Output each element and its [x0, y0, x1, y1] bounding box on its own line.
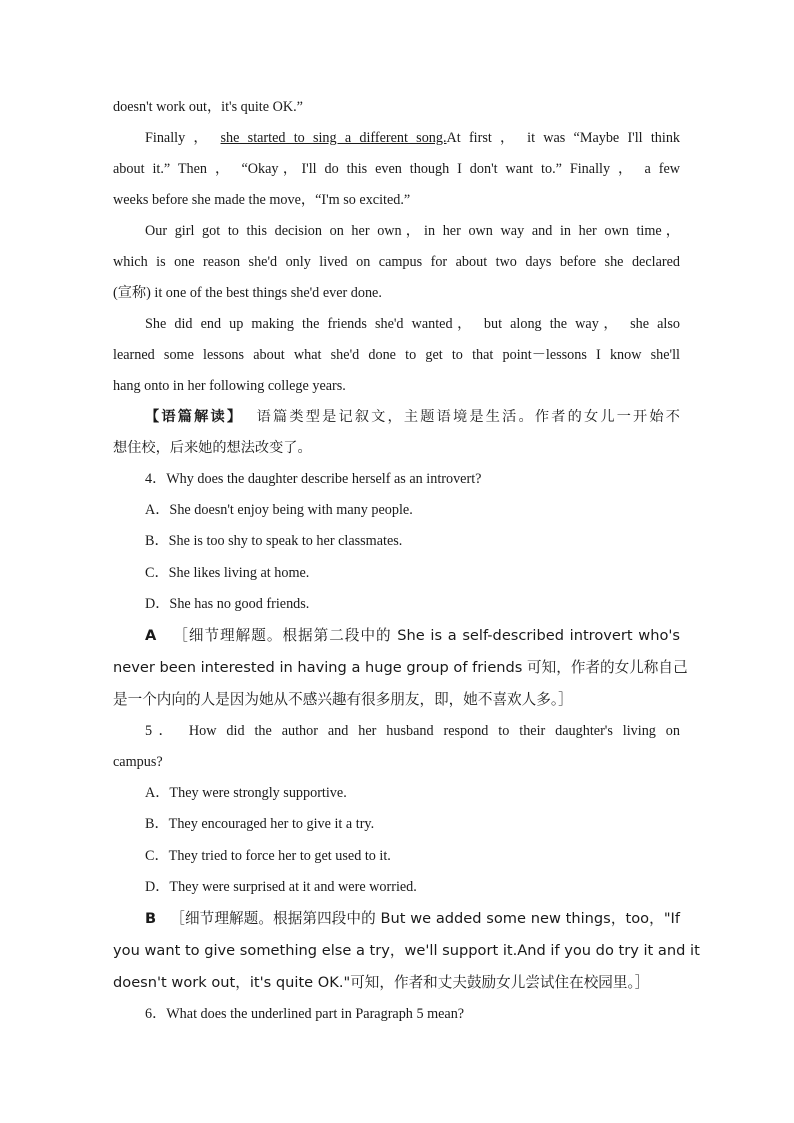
question-4-option-c: C．She likes living at home.: [145, 564, 310, 581]
paragraph-friends-line1: She did end up making the friends she'd wanted， but along the way， she also: [145, 316, 680, 332]
analysis-label: 【语篇解读】: [145, 409, 244, 425]
paragraph-decision-line2: which is one reason she'd only lived on campus for about two days before she declared: [113, 254, 680, 270]
question-5-option-b: B．They encouraged her to give it a try.: [145, 816, 375, 833]
paragraph-finally-line3: weeks before she made the move，“I'm so excited.”: [113, 192, 411, 208]
analysis-text: 语篇类型是记叙文，主题语境是生活。作者的女儿一开始不: [256, 409, 680, 425]
question-4-answer: A: [145, 627, 157, 645]
paragraph-decision-line1: Our girl got to this decision on her own，in her own way and in her own time，: [145, 223, 680, 239]
question-5-explanation-line3: doesn't work out，it's quite OK."可知，作者和丈夫鼓励女儿尝试住在校园里。］: [113, 974, 650, 992]
question-5-stem-line1: 5． How did the author and her husband respond to their daughter's living on: [145, 723, 680, 740]
question-4-explanation-text: ［细节理解题。根据第二段中的 She is a self-described introvert who's: [173, 627, 680, 645]
question-5-stem-line2: campus?: [113, 754, 163, 771]
question-4-option-d: D．She has no good friends.: [145, 595, 310, 612]
question-5-option-a: A．They were strongly supportive.: [145, 785, 347, 802]
paragraph-friends-line3: hang onto in her following college years.: [113, 378, 346, 394]
underlined-phrase: she started to sing a different song.: [220, 130, 447, 146]
paragraph-decision-line3: (宣称) it one of the best things she'd ever done.: [113, 285, 382, 301]
question-5-answer: B: [145, 910, 157, 928]
question-6-stem: 6．What does the underlined part in Paragraph 5 mean?: [145, 1006, 465, 1023]
question-5-explanation-line1: [113, 903, 680, 935]
paragraph-finally-line2: about it.” Then ， “Okay，I'll do this even though I don't want to.” Finally ， a few: [113, 161, 680, 177]
question-5-explanation-line2: you want to give something else a try，we'll support it.And if you do try it and it: [113, 942, 700, 960]
question-5-explanation-text: ［细节理解题。根据第四段中的 But we added some new things，too，"If: [170, 910, 680, 928]
paragraph-finally-start: Finally ，: [145, 130, 221, 146]
question-4-option-a: A．She doesn't enjoy being with many people.: [145, 502, 413, 518]
document-page: [113, 92, 700, 1030]
question-4-explanation-line2: never been interested in having a huge group of friends 可知，作者的女儿称自己: [113, 659, 688, 677]
paragraph-finally-rest: At first ， it was “Maybe I'll think: [446, 130, 681, 146]
question-4-option-b: B．She is too shy to speak to her classmates.: [145, 533, 403, 550]
paragraph-friends-line2: learned some lessons about what she'd done to get to that point－lessons I know she'll: [113, 347, 680, 363]
analysis-line2: 想住校，后来她的想法改变了。: [113, 440, 312, 456]
question-4-explanation-line3: 是一个内向的人是因为她从不感兴趣有很多朋友，即，她不喜欢人多。］: [113, 691, 573, 709]
analysis-line1: [113, 402, 680, 433]
question-4-stem: 4．Why does the daughter describe herself as an introvert?: [145, 471, 482, 487]
paragraph-finally-line1: [113, 123, 680, 154]
question-5-option-d: D．They were surprised at it and were worried.: [145, 879, 417, 896]
question-4-explanation-line1: [113, 620, 680, 652]
passage-continued-line: doesn't work out，it's quite OK.”: [113, 99, 303, 115]
question-5-option-c: C．They tried to force her to get used to it.: [145, 847, 391, 864]
